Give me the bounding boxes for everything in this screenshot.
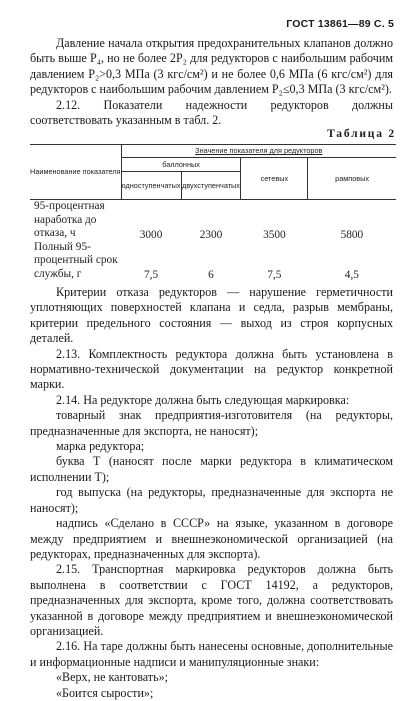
paragraph-2-12: 2.12. Показатели надежности редукторов должны соответствовать указанным в табл. 2. bbox=[30, 97, 393, 128]
top-text-block bbox=[30, 36, 393, 128]
paragraph-2-16: 2.16. На таре должны быть нанесены основные, дополнительные и информационные надписи и манипуляционные знаки: bbox=[30, 639, 393, 669]
header-name: Наименование показателя bbox=[30, 145, 121, 200]
paragraph-2-15: 2.15. Транспортная маркировка редукторов должна быть выполнена в соответствии с ГОСТ 14192, а редукторов, предназначенных для экспорта, кроме того, должна соответствовать указанной в договоре между предприятием и внешнеэкономической организацией. bbox=[30, 562, 393, 638]
header-group: Значение показателя для редукторов bbox=[121, 145, 396, 158]
column-header: сетевых bbox=[241, 158, 308, 200]
paragraph-pressure: Давление начала открытия предохранительных клапанов должно быть выше P₄, но не более 2P₂ для редукторов с наибольшим рабочим давлением P₂>0,3 МПа (3 кгс/см²) и не более 0,6 МПа (6 кгс/см²) для редукторов с наибольшим рабочим давлением P₂≤0,3 МПа (3 кгс/см²). bbox=[30, 36, 393, 97]
paragraph-2-14: 2.14. На редукторе должна быть следующая маркировка: bbox=[56, 392, 350, 407]
reliability-table bbox=[30, 144, 396, 281]
table-caption: Таблица 2 bbox=[327, 128, 396, 140]
paragraph-failure-criteria: Критерии отказа редукторов — нарушение герметичности уплотняющих поверхностей клапана и седла, разрыв мембраны, критерии предельного состояния — выход из строя корпусных деталей. bbox=[30, 285, 393, 346]
table-row bbox=[30, 241, 396, 282]
column-header: одноступенчатых bbox=[121, 172, 181, 200]
table-cell: 7,5 bbox=[267, 269, 282, 281]
table-cell: 5800 bbox=[340, 228, 364, 241]
marking-item: надпись «Сделано в СССР» на языке, указанном в договоре между предприятием и внешнеэкономической организацией (на редукторах, предназначенных для экспорта). bbox=[30, 516, 393, 561]
column-header: двухступенчатых bbox=[181, 172, 241, 200]
header-subgroup: баллонных bbox=[121, 158, 241, 172]
table-cell: 2300 bbox=[199, 228, 223, 241]
table-cell: 6 bbox=[208, 269, 214, 281]
table-cell: 7,5 bbox=[143, 269, 159, 281]
marking-item: марка редуктора; bbox=[56, 439, 145, 454]
page-header: ГОСТ 13861—89 С. 5 bbox=[286, 18, 394, 30]
table-cell: 3000 bbox=[139, 228, 163, 241]
marking-item: буква Т (наносят после марки редуктора в климатическом исполнении Т); bbox=[30, 454, 393, 484]
table-row bbox=[30, 200, 396, 241]
row-label: 95-процентная наработка до отказа, ч bbox=[34, 200, 105, 239]
marking-item: год выпуска (на редукторы, предназначенные для экспорта не наносят); bbox=[30, 485, 393, 515]
row-label: Полный 95-процентный срок службы, г bbox=[34, 240, 118, 280]
column-header: рамповых bbox=[308, 158, 396, 200]
paragraph-2-13: 2.13. Комплектность редуктора должна быть установлена в нормативно-технической документации на редуктор конкретной марки. bbox=[30, 346, 393, 392]
table-cell: 3500 bbox=[263, 228, 286, 241]
sign-item: «Верх, не кантовать»; bbox=[56, 670, 169, 685]
sign-item: «Боится сырости»; bbox=[56, 685, 154, 700]
table-cell: 4,5 bbox=[344, 269, 359, 281]
marking-item: товарный знак предприятия-изготовителя (на редукторы, предназначенные для экспорта, не наносят); bbox=[30, 408, 393, 438]
